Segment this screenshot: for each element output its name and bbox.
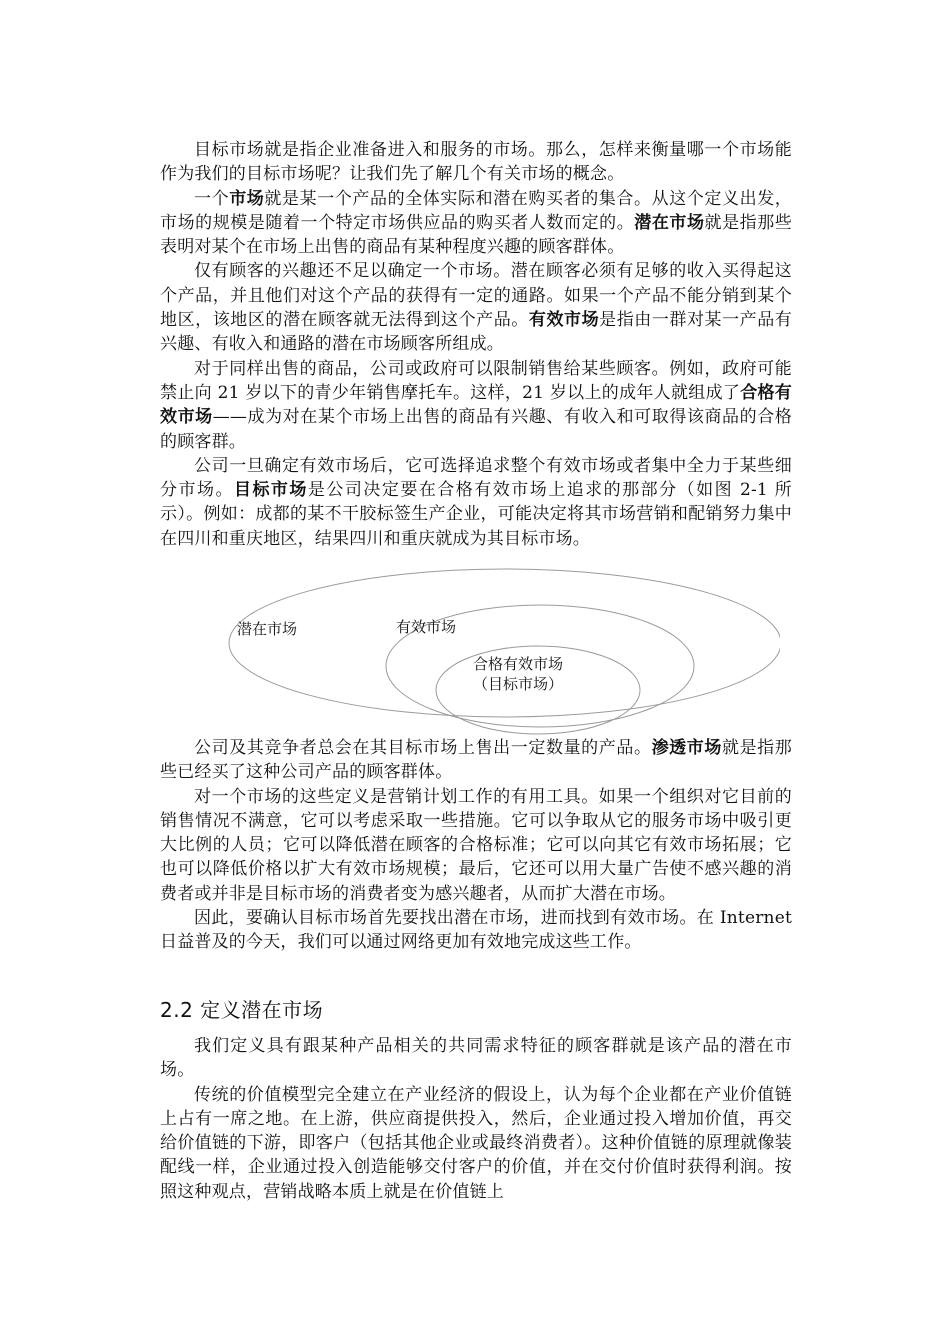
text-run: 仅有顾客的兴趣还不足以确定一个市场。潜在顾客必须有足够的收入买得起这个产品，并且他们对这个产品的获得有一定的通路。如果一个产品不能分销到某个地区，该地区的潜在顾客就无法得到这个产品。 — [160, 261, 792, 331]
potential-market-ellipse — [229, 569, 780, 717]
paragraph-target-market — [160, 454, 792, 551]
text-run: 就是指那些已经买了这种公司产品的顾客群体。 — [160, 738, 792, 783]
target-market-label: （目标市场） — [472, 675, 563, 693]
bold-term: 渗透市场 — [651, 738, 722, 758]
paragraph-qualified-market — [160, 357, 792, 454]
intro-section — [160, 138, 792, 551]
paragraph-effective-market — [160, 259, 792, 356]
bold-term: 目标市场 — [233, 480, 308, 501]
potential-market-label: 潜在市场 — [237, 620, 298, 638]
bold-term: 市场 — [229, 188, 265, 209]
text-run: 公司及其竞争者总会在其目标市场上售出一定数量的产品。 — [194, 738, 652, 758]
text-run: 一个 — [194, 188, 230, 209]
text-run: 对于同样出售的商品，公司或政府可以限制销售给某些顾客。例如，政府可能禁止向 21 岁以下的青少年销售摩托车。这样，21 岁以上的成年人就组成了 — [160, 358, 792, 403]
text-run: 就是指那些表明对某个在市场上出售的商品有某种程度兴趣的顾客群体。 — [160, 212, 792, 258]
section-2-2-body — [160, 1034, 792, 1204]
paragraph-marketing-tools: 对一个市场的这些定义是营销计划工作的有用工具。如果一个组织对它目前的销售情况不满意，它可以考虑采取一些措施。它可以争取从它的服务市场中吸引更大比例的人员；它可以降低潜在顾客的合格标准；它可以向其它有效市场拓展；它也可以降低价格以扩大有效市场规模；最后，它还可以用大量广告使不感兴趣的消费者或并非是目标市场的消费者变为感兴趣者，从而扩大潜在市场。 — [160, 786, 792, 904]
after-figure-section — [160, 736, 792, 955]
text-run: 公司一旦确定有效市场后，它可选择追求整个有效市场或者集中全力于某些细分市场。 — [160, 455, 792, 501]
paragraph-penetrated-market — [160, 736, 792, 785]
paragraph-conclusion: 因此，要确认目标市场首先要找出潜在市场，进而找到有效市场。在 Internet 日益普及的今天，我们可以通过网络更加有效地完成这些工作。 — [160, 908, 792, 953]
paragraph-value-chain: 传统的价值模型完全建立在产业经济的假设上，认为每个企业都在产业价值链上占有一席之地。在上游，供应商提供投入，然后，企业通过投入增加价值，再交给价值链的下游，即客户（包括其他企业或最终消费者）。这种价值链的原理就像装配线一样，企业通过投入创造能够交付客户的价值，并在交付价值时获得利润。按照这种观点，营销战略本质上就是在价值链上 — [160, 1084, 792, 1202]
effective-market-label: 有效市场 — [396, 618, 457, 636]
qualified-market-label: 合格有效市场 — [472, 655, 563, 673]
section-heading-2-2: 2.2 定义潜在市场 — [160, 998, 324, 1022]
text-run: 是指由一群对某一产品有兴趣、有收入和通路的潜在市场顾客所组成。 — [160, 310, 792, 355]
bold-term: 有效市场 — [528, 310, 600, 331]
paragraph-potential-market-definition: 我们定义具有跟某种产品相关的共同需求特征的顾客群就是该产品的潜在市场。 — [160, 1036, 792, 1081]
text-run: 是公司决定要在合格有效市场上追求的那部分（如图 2-1 所示）。例如：成都的某不干胶标签生产企业，可能决定将其市场营销和配销努力集中在四川和重庆地区，结果四川和重庆就成为其目标市场。 — [160, 480, 793, 549]
text-run: 就是某一个产品的全体实际和潜在购买者的集合。从这个定义出发，市场的规模是随着一个特定市场供应品的购买者人数而定的。 — [160, 188, 792, 233]
paragraph-market-definition — [160, 187, 792, 260]
text-run: ——成为对在某个市场上出售的商品有兴趣、有收入和可取得该商品的合格的顾客群。 — [160, 407, 792, 452]
market-levels-diagram — [220, 562, 780, 742]
nested-ellipses-figure — [220, 562, 780, 742]
bold-term: 合格有效市场 — [160, 382, 793, 428]
bold-term: 潜在市场 — [634, 212, 705, 233]
paragraph-target-market-intro: 目标市场就是指企业准备进入和服务的市场。那么，怎样来衡量哪一个市场能作为我们的目标市场呢？让我们先了解几个有关市场的概念。 — [160, 140, 792, 185]
